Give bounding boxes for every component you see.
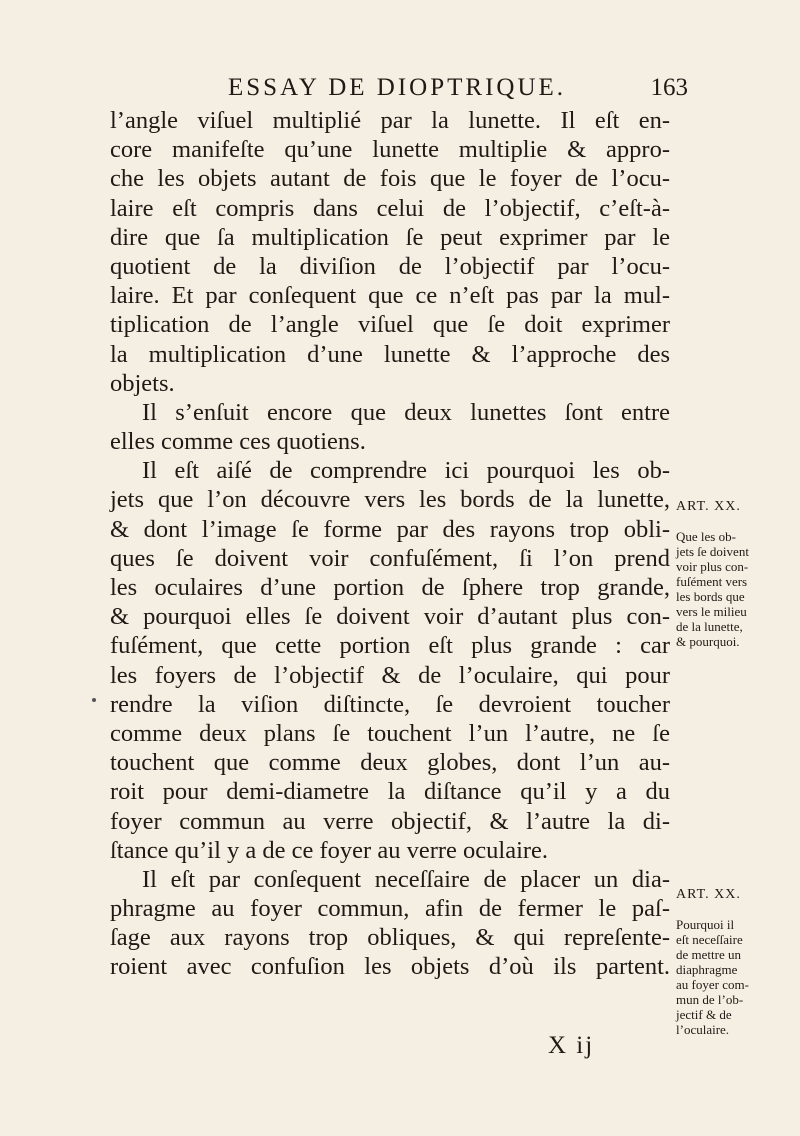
text-line: touchent que comme deux globes, dont l’un au- — [110, 749, 670, 777]
text-line: la multiplication d’une lunette & l’approche des — [110, 340, 670, 368]
text-line: jets que l’on découvre vers les bords de la lunette, — [110, 486, 670, 514]
running-header — [228, 74, 688, 102]
text-line: Il s’enſuit encore que deux lunettes ſont entre — [142, 398, 670, 426]
margin-note-label: ART. XX. — [676, 499, 741, 514]
text-line: rendre la viſion diſtincte, ſe devroient toucher — [110, 690, 670, 718]
running-title: ESSAY DE DIOPTRIQUE. — [228, 74, 567, 101]
text-line: l’angle viſuel multiplié par la lunette. Il eſt en- — [110, 107, 670, 134]
text-line: laire. Et par conſequent que ce n’eſt pas par la mul- — [110, 282, 670, 310]
text-line: fuſément, que cette portion eſt plus grande : car — [110, 632, 670, 660]
text-line: ſtance qu’il y a de ce foyer au verre oculaire. — [110, 836, 549, 864]
text-line: ſage aux rayons trop obliques, & qui repreſente- — [110, 924, 670, 952]
text-line: ques ſe doivent voir confuſément, ſi l’on prend — [110, 544, 670, 572]
text-line: & dont l’image ſe forme par des rayons trop obli- — [110, 515, 670, 543]
page-number: 163 — [650, 74, 688, 101]
margin-note-art-xx-second — [676, 872, 770, 1052]
text-line: roit pour demi-diametre la diſtance qu’il y a du — [110, 778, 670, 806]
margin-note-text: Que les ob- jets ſe doivent voir plus con- fuſément vers les bords que vers le milieu de la lunette, & pourquoi. — [676, 529, 749, 649]
margin-note-art-xx-first — [676, 484, 770, 664]
text-line: objets. — [110, 369, 175, 397]
text-line: foyer commun au verre objectif, & l’autre la di- — [110, 807, 670, 835]
text-line: & pourquoi elles ſe doivent voir d’autant plus con- — [110, 603, 670, 631]
text-line: comme deux plans ſe touchent l’un l’autre, ne ſe — [110, 719, 670, 747]
text-line: tiplication de l’angle viſuel que ſe doit exprimer — [110, 311, 670, 339]
text-line: Il eſt aiſé de comprendre ici pourquoi les ob- — [142, 457, 670, 485]
text-line: core manifeſte qu’une lunette multiplie & appro- — [110, 136, 670, 164]
text-line: phragme au foyer commun, afin de fermer le paſ- — [110, 895, 670, 923]
text-line: les foyers de l’objectif & de l’oculaire, qui pour — [110, 661, 670, 689]
main-text — [110, 106, 670, 982]
text-line: les oculaires d’une portion de ſphere trop grande, — [110, 574, 670, 601]
text-line: roient avec confuſion les objets d’où ils partent. — [110, 953, 670, 981]
signature-mark: X ij — [548, 1032, 595, 1059]
text-line: che les objets autant de fois que le foyer de l’ocu- — [110, 165, 670, 193]
text-line: elles comme ces quotiens. — [110, 428, 366, 456]
paper-speck — [92, 698, 96, 702]
text-line: laire eſt compris dans celui de l’objectif, c’eſt-à- — [110, 194, 670, 222]
margin-note-label: ART. XX. — [676, 887, 741, 902]
text-line: dire que ſa multiplication ſe peut exprimer par le — [110, 223, 670, 251]
margin-note-text: Pourquoi il eſt neceſſaire de mettre un diaphragme au foyer com- mun de l’ob- jectif & de l’oculaire. — [676, 917, 749, 1037]
text-line: Il eſt par conſequent neceſſaire de placer un dia- — [142, 865, 670, 893]
text-line: quotient de la diviſion de l’objectif par l’ocu- — [110, 252, 670, 280]
